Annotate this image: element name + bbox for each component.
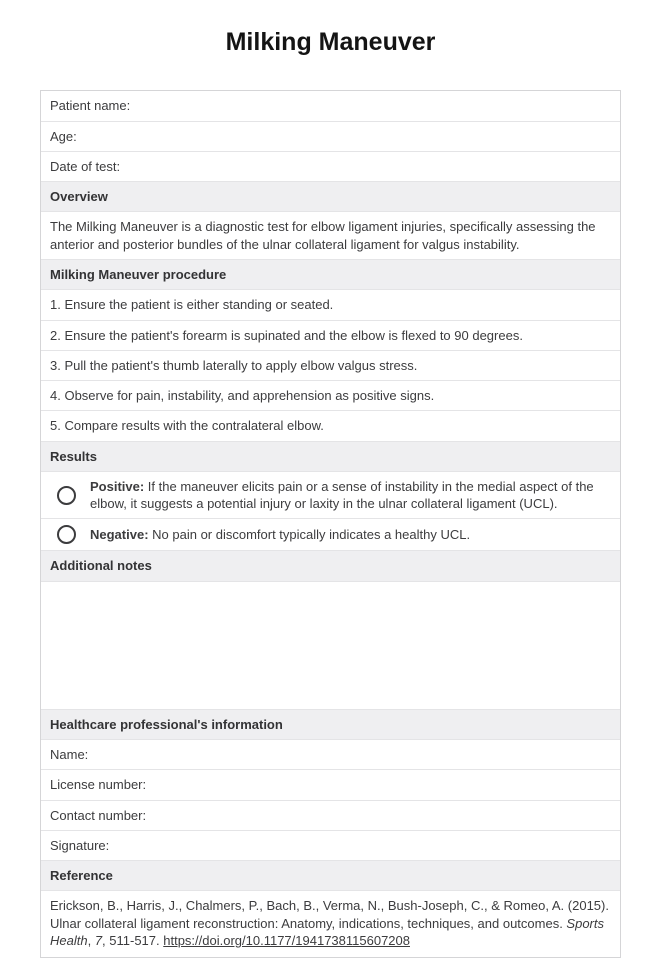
negative-option-text xyxy=(90,526,611,543)
procedure-step-4: 4. Observe for pain, instability, and apprehension as positive signs. xyxy=(41,380,620,410)
additional-notes-area[interactable] xyxy=(41,581,620,709)
contact-number-label: Contact number: xyxy=(50,807,147,823)
reference-citation-part3: , 511-517. xyxy=(102,933,164,948)
date-of-test-field[interactable] xyxy=(41,151,620,181)
contact-number-field[interactable] xyxy=(41,800,620,830)
section-header-professional-info: Healthcare professional's information xyxy=(41,709,620,739)
signature-label: Signature: xyxy=(50,837,110,853)
procedure-step-1: 1. Ensure the patient is either standing or seated. xyxy=(41,289,620,319)
procedure-step-3: 3. Pull the patient's thumb laterally to apply elbow valgus stress. xyxy=(41,350,620,380)
reference-volume: 7 xyxy=(94,933,103,948)
signature-field[interactable] xyxy=(41,830,620,860)
positive-radio-button[interactable] xyxy=(57,486,76,505)
section-header-additional-notes: Additional notes xyxy=(41,550,620,580)
reference-journal-name: Sports Health xyxy=(50,915,604,948)
negative-option-description: No pain or discomfort typically indicates a healthy UCL. xyxy=(148,527,471,543)
patient-name-label: Patient name: xyxy=(50,98,131,114)
reference-citation-part1: Erickson, B., Harris, J., Chalmers, P., Bach, B., Verma, N., Bush-Joseph, C., & Romeo, A. (2015). Ulnar collateral ligament reconstruction: Anatomy, indications, techniques, and outcomes. xyxy=(50,898,609,931)
license-number-field[interactable] xyxy=(41,769,620,799)
age-field[interactable] xyxy=(41,121,620,151)
negative-radio-button[interactable] xyxy=(57,525,76,544)
result-option-positive xyxy=(41,471,620,519)
license-number-label: License number: xyxy=(50,777,147,793)
section-header-reference: Reference xyxy=(41,860,620,890)
age-label: Age: xyxy=(50,128,77,144)
page-title: Milking Maneuver xyxy=(225,28,436,56)
positive-option-text xyxy=(90,478,611,513)
reference-citation-part2: , xyxy=(87,933,95,948)
professional-name-field[interactable] xyxy=(41,739,620,769)
section-header-procedure: Milking Maneuver procedure xyxy=(41,259,620,289)
negative-option-label: Negative: xyxy=(90,527,149,543)
date-of-test-label: Date of test: xyxy=(50,158,121,174)
professional-name-label: Name: xyxy=(50,747,89,763)
section-header-results: Results xyxy=(41,441,620,471)
overview-text: The Milking Maneuver is a diagnostic test for elbow ligament injuries, specifically assessing the anterior and posterior bundles of the ulnar collateral ligament for valgus instability. xyxy=(41,211,620,259)
positive-option-label: Positive: xyxy=(90,478,145,494)
reference-text xyxy=(41,890,620,957)
procedure-step-2: 2. Ensure the patient's forearm is supinated and the elbow is flexed to 90 degrees. xyxy=(41,320,620,350)
doi-link[interactable]: https://doi.org/10.1177/1941738115607208 xyxy=(163,933,410,948)
positive-option-description: If the maneuver elicits pain or a sense of instability in the medial aspect of the elbow, it suggests a potential injury or laxity in the ulnar collateral ligament (UCL). xyxy=(90,478,594,512)
procedure-step-5: 5. Compare results with the contralateral elbow. xyxy=(41,410,620,440)
patient-name-field[interactable] xyxy=(41,91,620,120)
milking-maneuver-form xyxy=(40,90,621,958)
result-option-negative xyxy=(41,518,620,550)
section-header-overview: Overview xyxy=(41,181,620,211)
